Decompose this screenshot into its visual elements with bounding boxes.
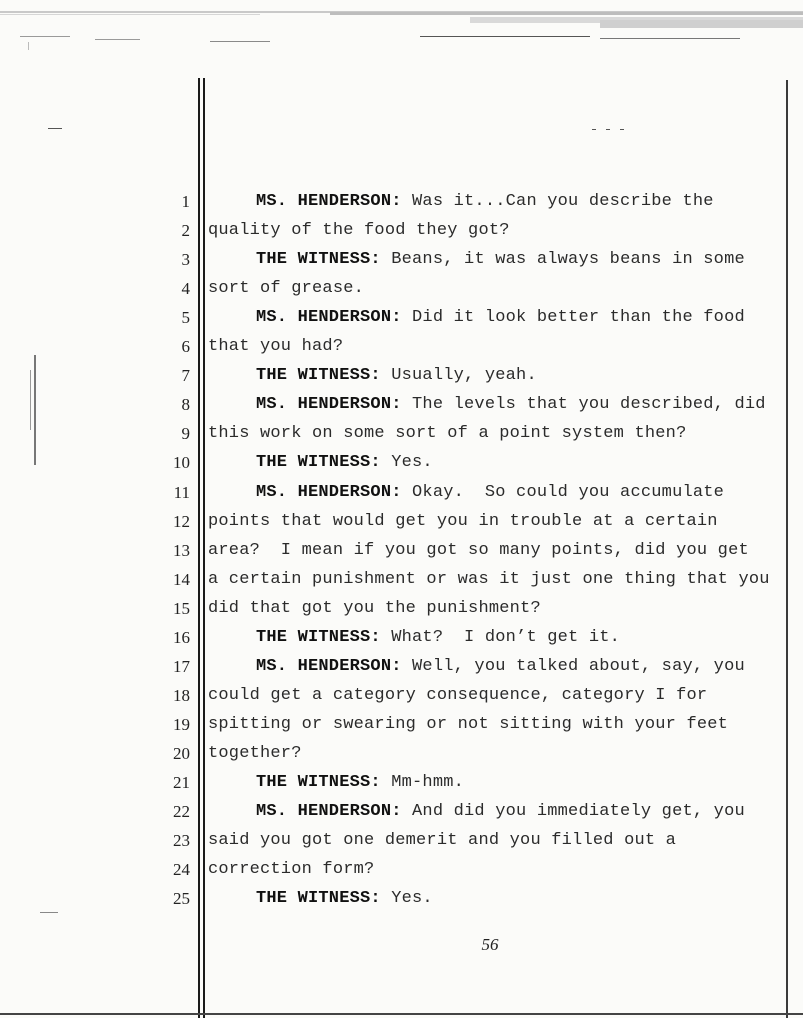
line-text: area? I mean if you got so many points, did you get — [208, 541, 749, 560]
line-number: 22 — [173, 802, 190, 821]
left-margin-rule-inner — [203, 78, 205, 1018]
transcript-line — [208, 657, 778, 676]
line-text: Was it...Can you describe the — [401, 192, 714, 211]
line-number: 4 — [181, 279, 190, 298]
transcript-line — [208, 860, 778, 879]
line-text: What? I don’t get it. — [380, 628, 621, 647]
speaker-label: THE WITNESS: — [256, 366, 381, 385]
transcript-line — [208, 395, 778, 414]
transcript-line — [208, 599, 778, 618]
line-number: 19 — [173, 715, 190, 734]
bottom-rule — [0, 1013, 803, 1015]
left-margin-rule-outer — [198, 78, 200, 1018]
binder-mark — [34, 355, 36, 465]
line-number: 12 — [173, 512, 190, 531]
scan-speck — [620, 129, 624, 130]
line-text: Yes. — [380, 889, 433, 908]
line-text: that you had? — [208, 337, 344, 356]
line-text: And did you immediately get, you — [401, 802, 745, 821]
line-number: 6 — [181, 337, 190, 356]
transcript-line — [208, 773, 778, 792]
line-number: 23 — [173, 831, 190, 850]
line-text: spitting or swearing or not sitting with your feet — [208, 715, 729, 734]
transcript-line — [208, 541, 778, 560]
line-number: 10 — [173, 453, 190, 472]
speaker-label: THE WITNESS: — [256, 773, 381, 792]
line-number: 1 — [181, 192, 190, 211]
transcript-line — [208, 453, 778, 472]
transcript-line — [208, 192, 778, 211]
line-text: did that got you the punishment? — [208, 599, 541, 618]
speaker-label: THE WITNESS: — [256, 628, 381, 647]
transcript-line — [208, 221, 778, 240]
line-text: Okay. So could you accumulate — [401, 483, 725, 502]
line-text: this work on some sort of a point system then? — [208, 424, 687, 443]
transcript-line — [208, 831, 778, 850]
line-text: Did it look better than the food — [401, 308, 745, 327]
right-margin-rule — [786, 80, 788, 1018]
line-number: 11 — [173, 483, 190, 502]
transcript-line — [208, 483, 778, 502]
line-number: 3 — [181, 250, 190, 269]
scan-header-artifact — [0, 0, 803, 50]
transcript-line — [208, 570, 778, 589]
transcript-line — [208, 424, 778, 443]
line-text: Yes. — [380, 453, 433, 472]
line-text: together? — [208, 744, 302, 763]
transcript-line — [208, 628, 778, 647]
transcript-line — [208, 744, 778, 763]
line-text: said you got one demerit and you filled out a — [208, 831, 677, 850]
scan-speck — [48, 128, 62, 129]
speaker-label: MS. HENDERSON: — [256, 308, 402, 327]
scan-speck — [592, 129, 596, 130]
page-number: 56 — [481, 935, 499, 954]
transcript-line — [208, 889, 778, 908]
speaker-label: MS. HENDERSON: — [256, 395, 402, 414]
line-number: 14 — [173, 570, 190, 589]
line-number: 13 — [173, 541, 190, 560]
scan-speck — [40, 912, 58, 913]
line-text: Usually, yeah. — [380, 366, 537, 385]
line-text: Well, you talked about, say, you — [401, 657, 745, 676]
line-number: 21 — [173, 773, 190, 792]
speaker-label: MS. HENDERSON: — [256, 483, 402, 502]
line-number: 9 — [181, 424, 190, 443]
line-number: 24 — [173, 860, 190, 879]
line-text: could get a category consequence, category I for — [208, 686, 708, 705]
transcript-line — [208, 802, 778, 821]
speaker-label: THE WITNESS: — [256, 453, 381, 472]
line-text: Beans, it was always beans in some — [380, 250, 745, 269]
line-text: The levels that you described, did — [401, 395, 766, 414]
line-text: correction form? — [208, 860, 375, 879]
binder-mark — [30, 370, 31, 430]
speaker-label: THE WITNESS: — [256, 250, 381, 269]
line-text: quality of the food they got? — [208, 221, 510, 240]
line-number: 20 — [173, 744, 190, 763]
transcript-line — [208, 337, 778, 356]
line-number: 16 — [173, 628, 190, 647]
speaker-label: MS. HENDERSON: — [256, 802, 402, 821]
scan-speck — [606, 129, 610, 130]
speaker-label: THE WITNESS: — [256, 889, 381, 908]
transcript-line — [208, 715, 778, 734]
transcript-line — [208, 366, 778, 385]
line-text: sort of grease. — [208, 279, 365, 298]
transcript-line — [208, 308, 778, 327]
line-number: 7 — [181, 366, 190, 385]
line-number: 8 — [181, 395, 190, 414]
transcript-line — [208, 279, 778, 298]
line-number: 25 — [173, 889, 190, 908]
line-number: 2 — [181, 221, 190, 240]
transcript-line — [208, 686, 778, 705]
speaker-label: MS. HENDERSON: — [256, 657, 402, 676]
line-number: 17 — [173, 657, 190, 676]
speaker-label: MS. HENDERSON: — [256, 192, 402, 211]
transcript-line — [208, 250, 778, 269]
line-text: a certain punishment or was it just one thing that you — [208, 570, 770, 589]
line-number: 5 — [181, 308, 190, 327]
line-text: points that would get you in trouble at a certain — [208, 512, 718, 531]
line-number: 15 — [173, 599, 190, 618]
transcript-line — [208, 512, 778, 531]
line-text: Mm-hmm. — [380, 773, 465, 792]
line-number: 18 — [173, 686, 190, 705]
